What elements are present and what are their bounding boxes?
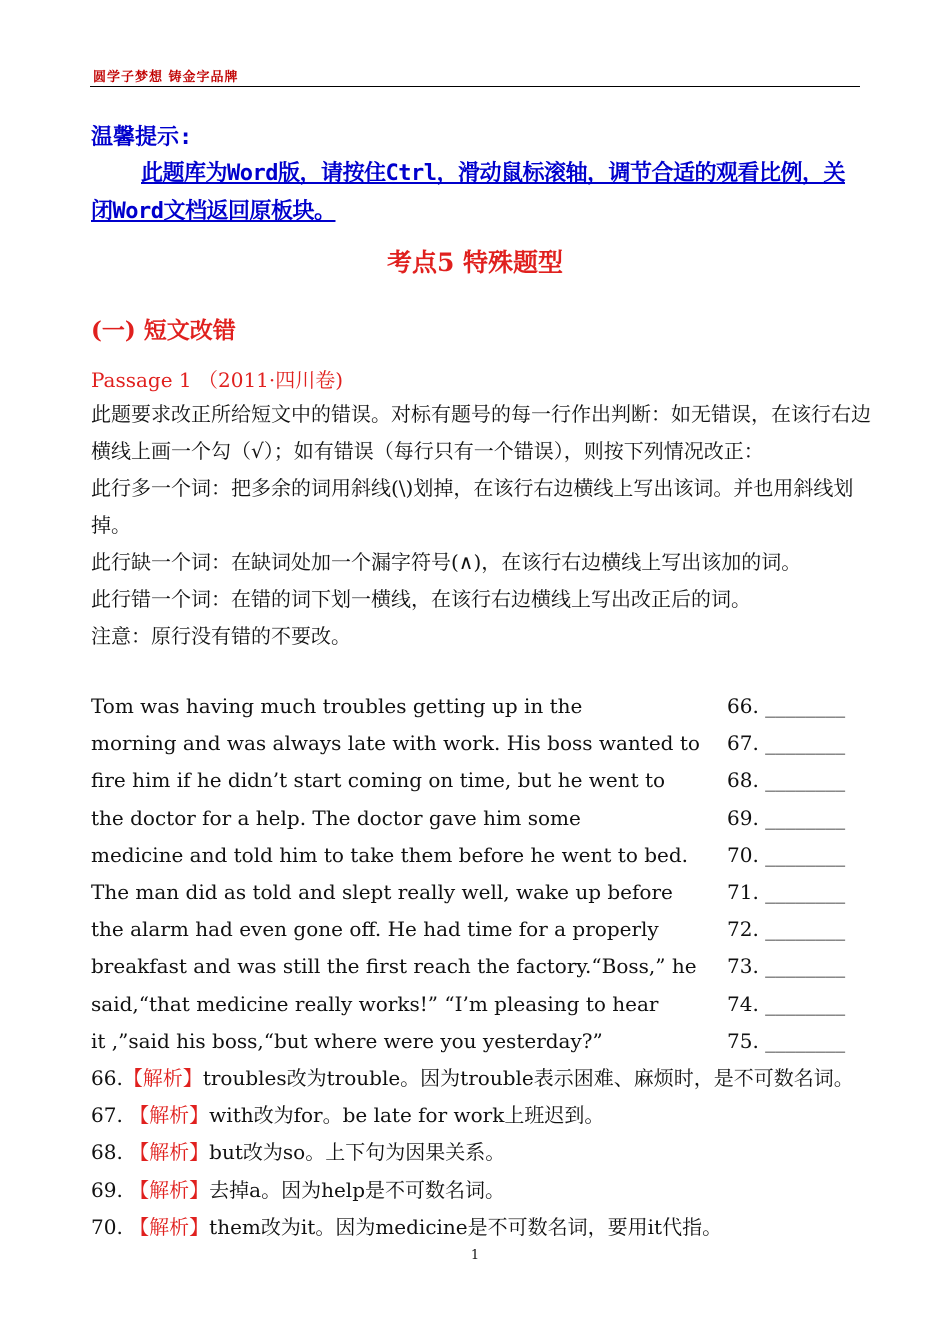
analysis-tag: 【解析】 [122, 1066, 203, 1090]
passage-line [91, 1023, 861, 1060]
instruction-paragraph: 此行多一个词：把多余的词用斜线(\)划掉，在该行右边横线上写出该词。并也用斜线划掉。 [91, 476, 854, 537]
passage-line [91, 800, 861, 837]
analysis-tag: 【解析】 [129, 1214, 210, 1239]
answer-number: 67. [91, 1103, 130, 1128]
passage-line-text: breakfast and was still the first reach the factory.“Boss,” he [91, 954, 697, 979]
answer-blank: 72. ________ [727, 917, 846, 942]
instruction-paragraph: 此题要求改正所给短文中的错误。对标有题号的每一行作出判断：如无错误，在该行右边横线上画一个勾（√）；如有错误（每行只有一个错误），则按下列情况改正： [91, 402, 871, 463]
instruction-paragraph: 此行错一个词：在错的词下划一横线，在该行右边横线上写出改正后的词。 [91, 587, 751, 611]
passage-line [91, 837, 861, 874]
answer-number: 66. [91, 1066, 123, 1090]
passage-line-text: fire him if he didn’t start coming on time, but he went to [91, 768, 666, 793]
answer-analysis [91, 1060, 891, 1246]
analysis-tag: 【解析】 [129, 1103, 210, 1128]
answer-text: but改为so。上下句为因果关系。 [209, 1140, 506, 1165]
passage-line [91, 688, 861, 725]
passage-line-text: The man did as told and slept really well, wake up before [91, 879, 673, 904]
passage-line [91, 762, 861, 799]
passage-line-text: morning and was always late with work. His boss wanted to [91, 731, 700, 756]
passage-line [91, 986, 861, 1023]
answer-blank: 68. ________ [727, 768, 846, 793]
passage-line-text: said,“that medicine really works!” “I’m pleasing to hear [91, 991, 659, 1016]
instruction-paragraph: 注意：原行没有错的不要改。 [91, 624, 351, 648]
answer-blank: 69. ________ [727, 805, 846, 830]
sub-title: (一) 短文改错 [91, 317, 236, 344]
tip-title: 温馨提示: [91, 125, 193, 150]
answer-item [91, 1134, 891, 1171]
answer-blank: 75. ________ [727, 1028, 846, 1053]
passage-line-text: Tom was having much troubles getting up in the [91, 694, 583, 718]
answer-blank: 74. ________ [727, 991, 846, 1016]
answer-text: 去掉a。因为help是不可数名词。 [209, 1177, 506, 1202]
instructions [91, 396, 871, 655]
instruction-paragraph: 此行缺一个词：在缺词处加一个漏字符号(∧)，在该行右边横线上写出该加的词。 [91, 550, 802, 574]
passage-line [91, 948, 861, 985]
answer-item [91, 1209, 891, 1246]
answer-blank: 67. ________ [727, 731, 846, 756]
passage-line-text: it ,”said his boss,“but where were you yesterday?” [91, 1028, 603, 1053]
header-divider [90, 86, 860, 87]
answer-blank: 66. ________ [727, 694, 846, 718]
passage-line [91, 911, 861, 948]
answer-text: troubles改为trouble。因为trouble表示困难、麻烦时，是不可数名词。 [202, 1066, 854, 1090]
page-number: 1 [470, 1248, 480, 1263]
answer-item [91, 1060, 891, 1097]
answer-blank: 70. ________ [727, 842, 846, 867]
answer-blank: 71. ________ [727, 879, 846, 904]
passage-line [91, 874, 861, 911]
answer-item [91, 1097, 891, 1134]
answer-number: 69. [91, 1177, 130, 1202]
answer-text: with改为for。be late for work上班迟到。 [209, 1103, 605, 1128]
analysis-tag: 【解析】 [129, 1177, 210, 1202]
analysis-tag: 【解析】 [129, 1140, 210, 1165]
answer-text: them改为it。因为medicine是不可数名词，要用it代指。 [209, 1214, 723, 1239]
passage-line [91, 725, 861, 762]
passage-lines [91, 688, 861, 1060]
passage-line-text: the alarm had even gone off. He had time for a properly [91, 917, 659, 942]
passage-line-text: the doctor for a help. The doctor gave him some [91, 805, 581, 830]
answer-item [91, 1172, 891, 1209]
answer-blank: 73. ________ [727, 954, 846, 979]
section-title: 考点5 特殊题型 [386, 248, 564, 277]
passage-line-text: medicine and told him to take them before he went to bed. [91, 842, 689, 867]
answer-number: 68. [91, 1140, 130, 1165]
tip-body-link[interactable]: 此题库为Word版，请按住Ctrl，滑动鼠标滚轴，调节合适的观看比例，关闭Word文档返回原板块。 [91, 161, 845, 224]
passage-title: Passage 1 （2011·四川卷) [91, 368, 344, 392]
header-brand: 圆学子梦想 铸金字品牌 [93, 70, 239, 85]
answer-number: 70. [91, 1214, 130, 1239]
